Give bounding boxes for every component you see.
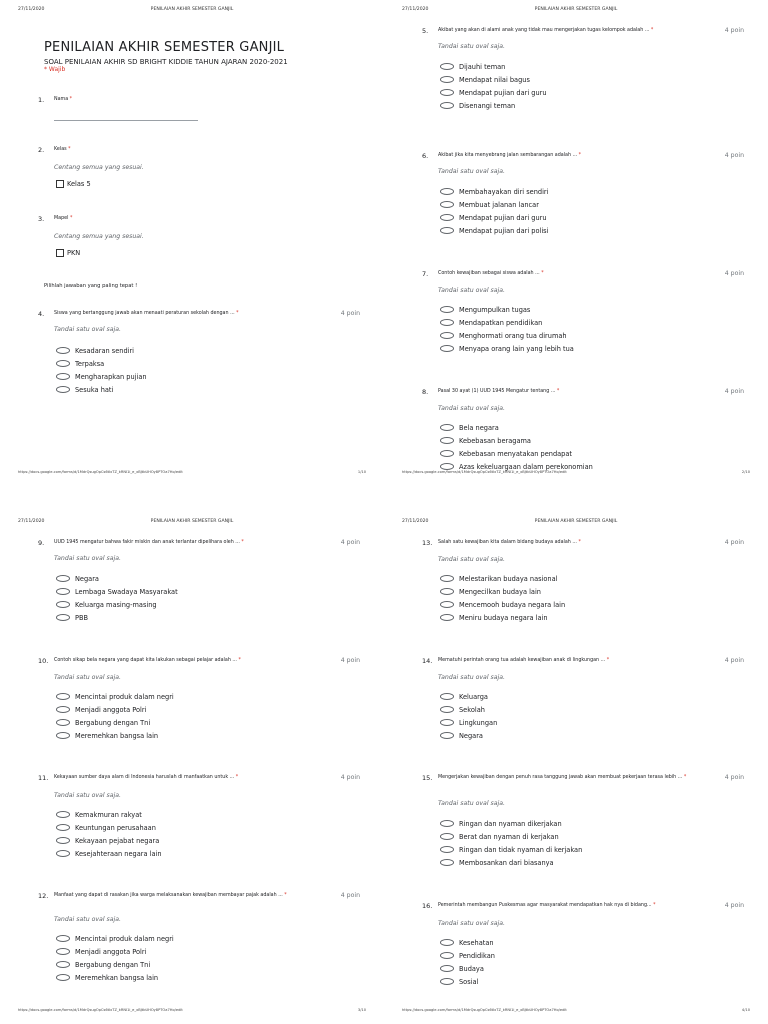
radio-oval-icon[interactable] <box>440 693 454 700</box>
question-2 <box>38 146 368 196</box>
question-number: 15. <box>422 774 433 782</box>
question-text: Kekayaan sumber daya alam di Indonesia haruslah di manfaatkan untuk ... * <box>54 775 239 780</box>
document-page-3 <box>0 512 384 1024</box>
checkbox-icon[interactable] <box>56 249 64 257</box>
question-text: Kelas * <box>54 147 71 152</box>
option[interactable]: Dijauhi teman <box>440 60 547 73</box>
form-title: PENILAIAN AKHIR SEMESTER GANJIL <box>44 40 285 55</box>
question-number: 4. <box>38 310 45 318</box>
radio-oval-icon[interactable] <box>56 824 70 831</box>
radio-oval-icon[interactable] <box>440 89 454 96</box>
question-hint: Tandai satu oval saja. <box>54 792 121 799</box>
option[interactable]: Kesehatan <box>440 936 495 949</box>
radio-oval-icon[interactable] <box>440 952 454 959</box>
radio-oval-icon[interactable] <box>440 227 454 234</box>
radio-oval-icon[interactable] <box>440 575 454 582</box>
radio-oval-icon[interactable] <box>440 319 454 326</box>
option[interactable]: Mencintai produk dalam negri <box>56 932 174 945</box>
radio-oval-icon[interactable] <box>440 345 454 352</box>
question-hint: Tandai satu oval saja. <box>438 674 505 681</box>
radio-oval-icon[interactable] <box>440 306 454 313</box>
question-9 <box>38 539 368 629</box>
page-header-title: PENILAIAN AKHIR SEMESTER GANJIL <box>534 519 618 524</box>
section-instruction: Pilihlah jawaban yang paling tepat ! <box>44 283 138 289</box>
option[interactable]: Ringan dan tidak nyaman di kerjakan <box>440 843 582 856</box>
question-text: Pasal 30 ayat (1) UUD 1945 Mengatur tentang ... * <box>438 389 560 394</box>
question-number: 6. <box>422 152 429 160</box>
question-1 <box>38 96 368 136</box>
option[interactable]: Mengumpulkan tugas <box>440 303 574 316</box>
question-number: 10. <box>38 657 49 665</box>
question-hint: Tandai satu oval saja. <box>438 556 505 563</box>
question-number: 13. <box>422 539 433 547</box>
option[interactable]: Keluarga <box>440 690 497 703</box>
question-number: 2. <box>38 146 45 154</box>
radio-oval-icon[interactable] <box>56 811 70 818</box>
question-text: UUD 1945 mengatur bahwa fakir miskin dan anak terlantar dipelihara oleh ... * <box>54 540 244 545</box>
footer-url: https://docs.google.com/forms/d/1MdrQsugOpCs6tIxTZ_kRNI1i_e_xBJtbUHOy8PTOa7Ho/edit <box>402 1008 567 1012</box>
question-hint: Tandai satu oval saja. <box>438 405 505 412</box>
question-number: 1. <box>38 96 45 104</box>
document-page-1 <box>0 0 384 512</box>
radio-oval-icon[interactable] <box>440 846 454 853</box>
radio-oval-icon[interactable] <box>440 102 454 109</box>
question-hint: Tandai satu oval saja. <box>54 555 121 562</box>
radio-oval-icon[interactable] <box>56 719 70 726</box>
question-13 <box>422 539 752 629</box>
question-text: Siswa yang bertanggung jawab akan menaati peraturan sekolah dengan ... * <box>54 311 239 316</box>
option[interactable]: Bergabung dengan Tni <box>56 958 174 971</box>
radio-oval-icon[interactable] <box>440 833 454 840</box>
radio-oval-icon[interactable] <box>56 575 70 582</box>
question-points: 4 poin <box>724 539 744 546</box>
radio-oval-icon[interactable] <box>56 373 70 380</box>
question-number: 16. <box>422 902 433 910</box>
radio-oval-icon[interactable] <box>56 386 70 393</box>
question-hint: Tandai satu oval saja. <box>54 916 121 923</box>
option[interactable]: Kebebasan menyatakan pendapat <box>440 447 593 460</box>
question-text: Manfaat yang dapat di rasakan jika warga melaksanakan kewajiban membayar pajak adalah ... * <box>54 893 287 898</box>
form-description: SOAL PENILAIAN AKHIR SD BRIGHT KIDDIE TAHUN AJARAN 2020-2021 <box>44 58 288 66</box>
question-15 <box>422 774 752 874</box>
option[interactable]: Mengharapkan pujian <box>56 370 147 383</box>
radio-oval-icon[interactable] <box>56 614 70 621</box>
option[interactable]: Azas kekeluargaan dalam perekonomian <box>440 460 593 473</box>
question-text: Mematuhi perintah orang tua adalah kewajiban anak di lingkungan ... * <box>438 658 610 663</box>
option[interactable]: Kesejahteraan negara lain <box>56 847 162 860</box>
radio-oval-icon[interactable] <box>440 214 454 221</box>
question-4 <box>38 310 368 400</box>
radio-oval-icon[interactable] <box>440 188 454 195</box>
option[interactable]: Menghormati orang tua dirumah <box>440 329 574 342</box>
option[interactable]: Membuat jalanan lancar <box>440 198 548 211</box>
radio-oval-icon[interactable] <box>440 450 454 457</box>
question-points: 4 poin <box>340 657 360 664</box>
option[interactable]: Kesadaran sendiri <box>56 344 147 357</box>
checkbox-icon[interactable] <box>56 180 64 188</box>
option[interactable]: Meniru budaya negara lain <box>440 611 565 624</box>
option[interactable]: Mencemooh budaya negara lain <box>440 598 565 611</box>
question-text: Contoh kewajiban sebagai siswa adalah ... * <box>438 271 544 276</box>
question-number: 5. <box>422 27 429 35</box>
radio-oval-icon[interactable] <box>56 706 70 713</box>
option[interactable]: Mendapat pujian dari polisi <box>440 224 548 237</box>
question-14 <box>422 657 752 747</box>
option[interactable]: Terpaksa <box>56 357 147 370</box>
option[interactable]: Pendidikan <box>440 949 495 962</box>
question-text: Mengerjakan kewajiban dengan penuh rasa tanggung jawab akan membuat pekerjaan terasa lebih ... * <box>438 775 687 780</box>
radio-oval-icon[interactable] <box>440 732 454 739</box>
option[interactable]: Kemakmuran rakyat <box>56 808 162 821</box>
page-number: 3/10 <box>357 1008 366 1012</box>
option[interactable]: Meremehkan bangsa lain <box>56 971 174 984</box>
radio-oval-icon[interactable] <box>56 360 70 367</box>
radio-oval-icon[interactable] <box>440 601 454 608</box>
question-points: 4 poin <box>724 774 744 781</box>
option[interactable]: Mendapat pujian dari guru <box>440 86 547 99</box>
option[interactable]: Menjadi anggota Polri <box>56 945 174 958</box>
option[interactable]: Mendapatkan pendidikan <box>440 316 574 329</box>
option[interactable]: Budaya <box>440 962 495 975</box>
question-text: Akibat yang akan di alami anak yang tidak mau mengerjakan tugas kelompok adalah ... * <box>438 28 654 33</box>
question-number: 8. <box>422 388 429 396</box>
radio-oval-icon[interactable] <box>440 332 454 339</box>
option-pkn[interactable]: PKN <box>56 246 80 259</box>
question-hint: Centang semua yang sesuai. <box>54 164 144 171</box>
page-header-title: PENILAIAN AKHIR SEMESTER GANJIL <box>150 7 234 12</box>
question-hint: Centang semua yang sesuai. <box>54 233 144 240</box>
question-points: 4 poin <box>724 902 744 909</box>
required-note: * Wajib <box>44 66 66 73</box>
question-text: Pemerintah membangun Puskesmas agar masyarakat mendapatkan hak nya di bidang... * <box>438 903 656 908</box>
radio-oval-icon[interactable] <box>440 424 454 431</box>
option-kelas-5[interactable]: Kelas 5 <box>56 177 91 190</box>
question-7 <box>422 270 752 360</box>
question-11 <box>38 774 368 864</box>
question-hint: Tandai satu oval saja. <box>438 168 505 175</box>
question-points: 4 poin <box>724 657 744 664</box>
question-points: 4 poin <box>724 152 744 159</box>
radio-oval-icon[interactable] <box>440 63 454 70</box>
option[interactable]: Disenangi teman <box>440 99 547 112</box>
footer-url: https://docs.google.com/forms/d/1MdrQsugOpCs6tIxTZ_kRNI1i_e_xBJtbUHOy8PTOa7Ho/edit <box>18 470 183 474</box>
question-points: 4 poin <box>340 892 360 899</box>
question-points: 4 poin <box>724 270 744 277</box>
page-date: 27/11/2020 <box>402 7 429 12</box>
question-10 <box>38 657 368 747</box>
option[interactable]: Negara <box>56 572 178 585</box>
option[interactable]: Mendapat pujian dari guru <box>440 211 548 224</box>
option[interactable]: Kekayaan pejabat negara <box>56 834 162 847</box>
radio-oval-icon[interactable] <box>440 706 454 713</box>
option[interactable]: Keluarga masing-masing <box>56 598 178 611</box>
option[interactable]: Keuntungan perusahaan <box>56 821 162 834</box>
question-5 <box>422 27 752 117</box>
radio-oval-icon[interactable] <box>56 948 70 955</box>
option[interactable]: Berat dan nyaman di kerjakan <box>440 830 582 843</box>
radio-oval-icon[interactable] <box>56 837 70 844</box>
option[interactable]: Lembaga Swadaya Masyarakat <box>56 585 178 598</box>
radio-oval-icon[interactable] <box>56 588 70 595</box>
option[interactable]: Mendapat nilai bagus <box>440 73 547 86</box>
question-number: 3. <box>38 215 45 223</box>
question-number: 11. <box>38 774 49 782</box>
question-points: 4 poin <box>724 27 744 34</box>
radio-oval-icon[interactable] <box>440 76 454 83</box>
option[interactable]: Bela negara <box>440 421 593 434</box>
question-text: Salah satu kewajiban kita dalam bidang budaya adalah ... * <box>438 540 581 545</box>
question-hint: Tandai satu oval saja. <box>438 800 505 807</box>
document-page-4 <box>384 512 768 1024</box>
question-text: Mapel * <box>54 216 73 221</box>
name-answer-line[interactable] <box>54 120 198 121</box>
option[interactable]: Ringan dan nyaman dikerjakan <box>440 817 582 830</box>
question-hint: Tandai satu oval saja. <box>54 326 121 333</box>
question-12 <box>38 892 368 987</box>
question-hint: Tandai satu oval saja. <box>438 43 505 50</box>
question-hint: Tandai satu oval saja. <box>438 920 505 927</box>
option[interactable]: Mengecilkan budaya lain <box>440 585 565 598</box>
question-hint: Tandai satu oval saja. <box>54 674 121 681</box>
option[interactable]: Bergabung dengan Tni <box>56 716 174 729</box>
question-points: 4 poin <box>340 539 360 546</box>
radio-oval-icon[interactable] <box>440 719 454 726</box>
radio-oval-icon[interactable] <box>56 935 70 942</box>
question-number: 12. <box>38 892 49 900</box>
option[interactable]: Negara <box>440 729 497 742</box>
radio-oval-icon[interactable] <box>440 614 454 621</box>
question-points: 4 poin <box>340 774 360 781</box>
radio-oval-icon[interactable] <box>440 965 454 972</box>
question-points: 4 poin <box>340 310 360 317</box>
question-16 <box>422 902 752 997</box>
radio-oval-icon[interactable] <box>440 437 454 444</box>
footer-url: https://docs.google.com/forms/d/1MdrQsugOpCs6tIxTZ_kRNI1i_e_xBJtbUHOy8PTOa7Ho/edit <box>18 1008 183 1012</box>
page-date: 27/11/2020 <box>402 519 429 524</box>
radio-oval-icon[interactable] <box>56 347 70 354</box>
option[interactable]: Meremehkan bangsa lain <box>56 729 174 742</box>
document-page-2 <box>384 0 768 512</box>
radio-oval-icon[interactable] <box>440 463 454 470</box>
page-header-title: PENILAIAN AKHIR SEMESTER GANJIL <box>534 7 618 12</box>
option[interactable]: Membosankan dari biasanya <box>440 856 582 869</box>
radio-oval-icon[interactable] <box>440 939 454 946</box>
radio-oval-icon[interactable] <box>56 601 70 608</box>
question-number: 9. <box>38 539 45 547</box>
question-text: Contoh sikap bela negara yang dapat kita lakukan sebagai pelajar adalah ... * <box>54 658 241 663</box>
option[interactable]: Sesuka hati <box>56 383 147 396</box>
question-points: 4 poin <box>724 388 744 395</box>
radio-oval-icon[interactable] <box>440 820 454 827</box>
page-number: 4/10 <box>741 1008 750 1012</box>
radio-oval-icon[interactable] <box>440 588 454 595</box>
radio-oval-icon[interactable] <box>56 732 70 739</box>
question-hint: Tandai satu oval saja. <box>438 287 505 294</box>
radio-oval-icon[interactable] <box>440 201 454 208</box>
page-header-title: PENILAIAN AKHIR SEMESTER GANJIL <box>150 519 234 524</box>
question-3 <box>38 215 368 265</box>
option[interactable]: PBB <box>56 611 178 624</box>
question-8 <box>422 388 752 478</box>
option[interactable]: Menyapa orang lain yang lebih tua <box>440 342 574 355</box>
radio-oval-icon[interactable] <box>440 859 454 866</box>
question-text: Akibat jika kita menyebrang jalan sembarangan adalah ... * <box>438 153 582 158</box>
option[interactable]: Kebebasan beragama <box>440 434 593 447</box>
page-number: 2/10 <box>741 470 750 474</box>
radio-oval-icon[interactable] <box>56 693 70 700</box>
option[interactable]: Menjadi anggota Polri <box>56 703 174 716</box>
option[interactable]: Sosial <box>440 975 495 988</box>
radio-oval-icon[interactable] <box>56 850 70 857</box>
question-6 <box>422 152 752 242</box>
page-number: 1/10 <box>357 470 366 474</box>
option[interactable]: Sekolah <box>440 703 497 716</box>
radio-oval-icon[interactable] <box>56 974 70 981</box>
question-number: 7. <box>422 270 429 278</box>
radio-oval-icon[interactable] <box>440 978 454 985</box>
option[interactable]: Melestarikan budaya nasional <box>440 572 565 585</box>
page-date: 27/11/2020 <box>18 519 45 524</box>
radio-oval-icon[interactable] <box>56 961 70 968</box>
option[interactable]: Lingkungan <box>440 716 497 729</box>
question-text: Nama * <box>54 97 73 102</box>
footer-url: https://docs.google.com/forms/d/1MdrQsugOpCs6tIxTZ_kRNI1i_e_xBJtbUHOy8PTOa7Ho/edit <box>402 470 567 474</box>
question-number: 14. <box>422 657 433 665</box>
option[interactable]: Membahayakan diri sendiri <box>440 185 548 198</box>
option[interactable]: Mencintai produk dalam negri <box>56 690 174 703</box>
page-date: 27/11/2020 <box>18 7 45 12</box>
